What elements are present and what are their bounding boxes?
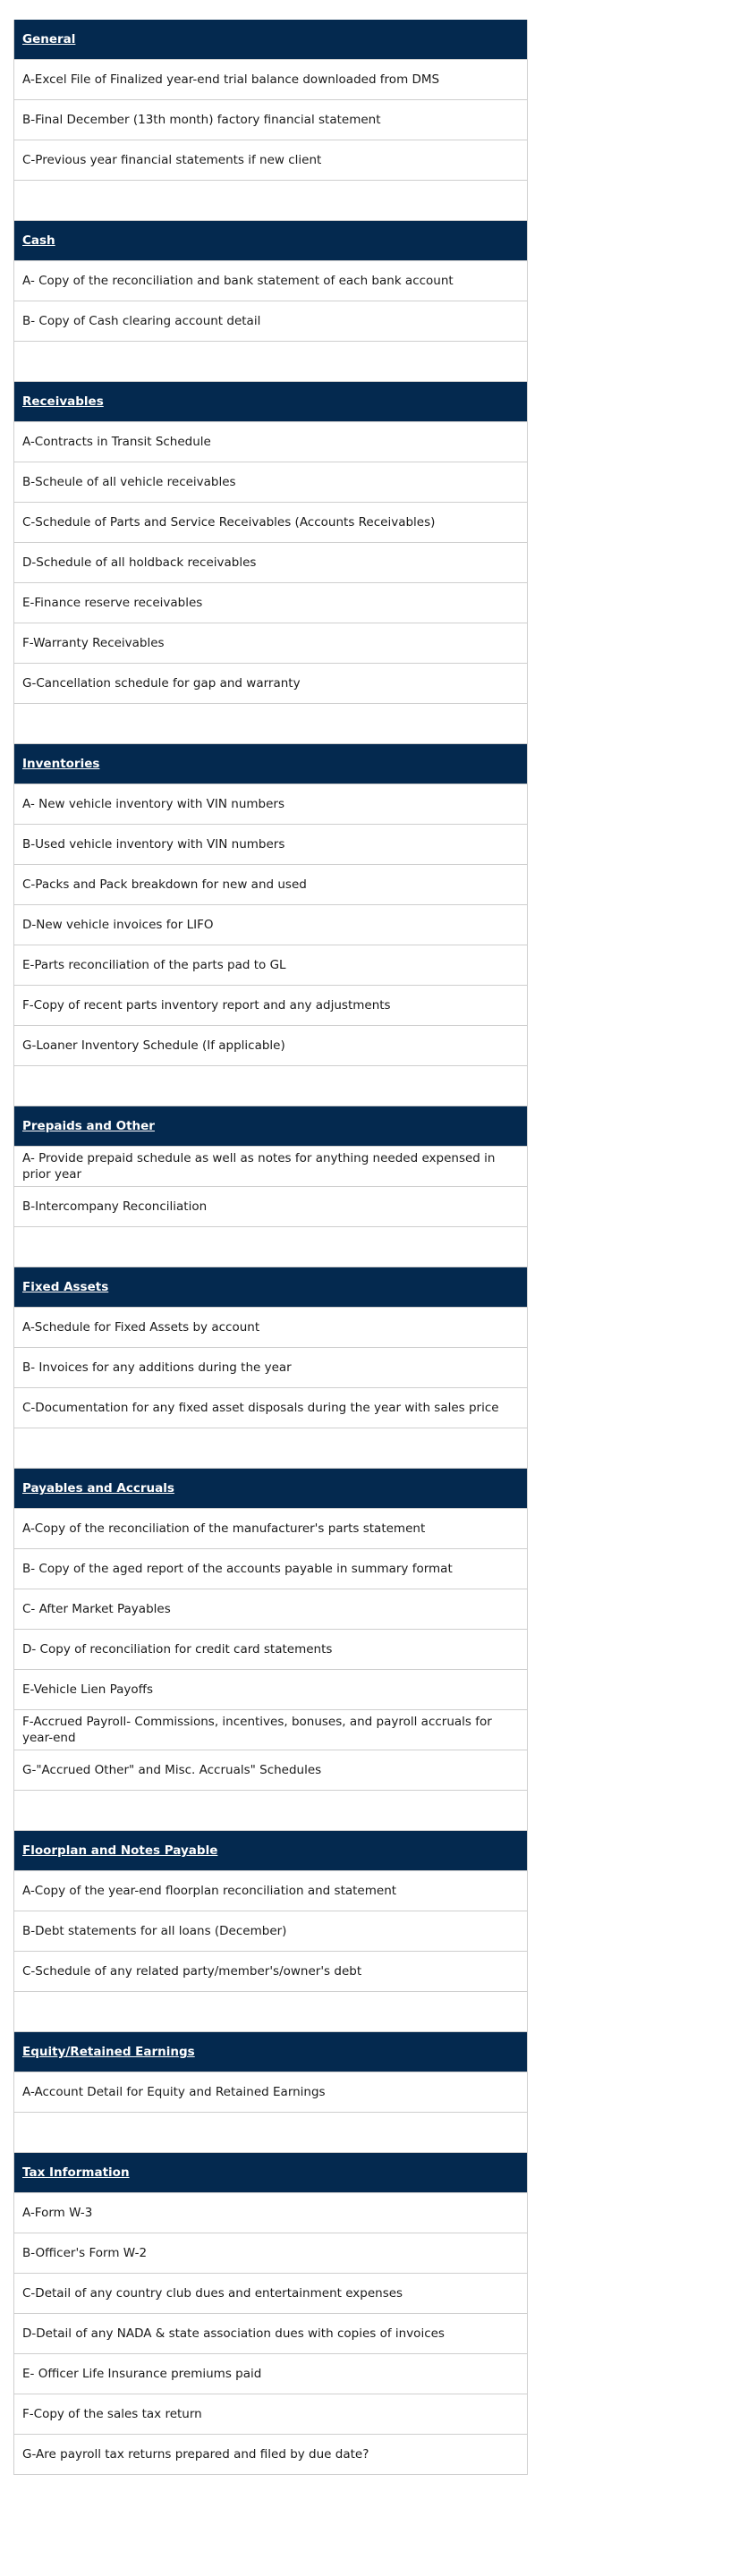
section-header-receivables: Receivables (14, 382, 527, 422)
checklist-item: C-Schedule of any related party/member's/owner's debt (14, 1952, 527, 1992)
checklist-item: A-Copy of the reconciliation of the manufacturer's parts statement (14, 1509, 527, 1549)
section-header-tax-information: Tax Information (14, 2153, 527, 2193)
checklist-item: C-Schedule of Parts and Service Receivables (Accounts Receivables) (14, 503, 527, 543)
checklist-item: C-Documentation for any fixed asset disposals during the year with sales price (14, 1388, 527, 1428)
section-header-equity-retained-earnings: Equity/Retained Earnings (14, 2032, 527, 2072)
checklist-item: D- Copy of reconciliation for credit card statements (14, 1630, 527, 1670)
checklist-item: A- Provide prepaid schedule as well as notes for anything needed expensed in prior year (14, 1147, 527, 1187)
section-header-cash: Cash (14, 221, 527, 261)
blank-row (14, 1066, 527, 1106)
blank-row (14, 1227, 527, 1267)
checklist-item: B- Copy of Cash clearing account detail (14, 301, 527, 342)
checklist-item: A-Form W-3 (14, 2193, 527, 2233)
checklist-item: G-"Accrued Other" and Misc. Accruals" Schedules (14, 1750, 527, 1791)
checklist-item: F-Copy of recent parts inventory report and any adjustments (14, 986, 527, 1026)
blank-row (14, 2113, 527, 2153)
checklist-item: A- New vehicle inventory with VIN numbers (14, 784, 527, 825)
blank-row (14, 1791, 527, 1831)
checklist-item: C- After Market Payables (14, 1589, 527, 1630)
checklist-item: B-Intercompany Reconciliation (14, 1187, 527, 1227)
checklist-item: A-Contracts in Transit Schedule (14, 422, 527, 462)
checklist-item: F-Warranty Receivables (14, 623, 527, 664)
checklist-item: G-Cancellation schedule for gap and warranty (14, 664, 527, 704)
checklist-item: F-Accrued Payroll- Commissions, incentives, bonuses, and payroll accruals for year-end (14, 1710, 527, 1750)
checklist-item: B- Copy of the aged report of the accounts payable in summary format (14, 1549, 527, 1589)
checklist-item: F-Copy of the sales tax return (14, 2394, 527, 2435)
section-header-payables-and-accruals: Payables and Accruals (14, 1469, 527, 1509)
checklist-item: B- Invoices for any additions during the year (14, 1348, 527, 1388)
checklist-item: A- Copy of the reconciliation and bank statement of each bank account (14, 261, 527, 301)
section-header-prepaids-and-other: Prepaids and Other (14, 1106, 527, 1147)
blank-row (14, 1992, 527, 2032)
checklist-item: C-Detail of any country club dues and entertainment expenses (14, 2274, 527, 2314)
checklist-item: B-Final December (13th month) factory financial statement (14, 100, 527, 140)
checklist-item: E-Vehicle Lien Payoffs (14, 1670, 527, 1710)
blank-row (14, 1428, 527, 1469)
checklist-item: E-Finance reserve receivables (14, 583, 527, 623)
checklist-item: C-Packs and Pack breakdown for new and used (14, 865, 527, 905)
section-header-fixed-assets: Fixed Assets (14, 1267, 527, 1308)
checklist-item: B-Debt statements for all loans (December) (14, 1911, 527, 1952)
checklist-item: B-Officer's Form W-2 (14, 2233, 527, 2274)
checklist-item: A-Account Detail for Equity and Retained Earnings (14, 2072, 527, 2113)
checklist-item: E- Officer Life Insurance premiums paid (14, 2354, 527, 2394)
checklist-item: G-Are payroll tax returns prepared and filed by due date? (14, 2435, 527, 2475)
checklist-item: D-New vehicle invoices for LIFO (14, 905, 527, 945)
checklist-item: A-Schedule for Fixed Assets by account (14, 1308, 527, 1348)
checklist-item: C-Previous year financial statements if new client (14, 140, 527, 181)
blank-row (14, 181, 527, 221)
checklist-item: B-Used vehicle inventory with VIN numbers (14, 825, 527, 865)
checklist-item: A-Excel File of Finalized year-end trial balance downloaded from DMS (14, 60, 527, 100)
checklist-item: B-Scheule of all vehicle receivables (14, 462, 527, 503)
checklist-item: D-Detail of any NADA & state association dues with copies of invoices (14, 2314, 527, 2354)
checklist-item: E-Parts reconciliation of the parts pad to GL (14, 945, 527, 986)
section-header-general: General (14, 20, 527, 60)
checklist-item: A-Copy of the year-end floorplan reconciliation and statement (14, 1871, 527, 1911)
checklist-item: G-Loaner Inventory Schedule (If applicable) (14, 1026, 527, 1066)
section-header-floorplan-and-notes-payable: Floorplan and Notes Payable (14, 1831, 527, 1871)
checklist-sheet (13, 20, 528, 2475)
checklist-item: D-Schedule of all holdback receivables (14, 543, 527, 583)
section-header-inventories: Inventories (14, 744, 527, 784)
blank-row (14, 342, 527, 382)
blank-row (14, 704, 527, 744)
